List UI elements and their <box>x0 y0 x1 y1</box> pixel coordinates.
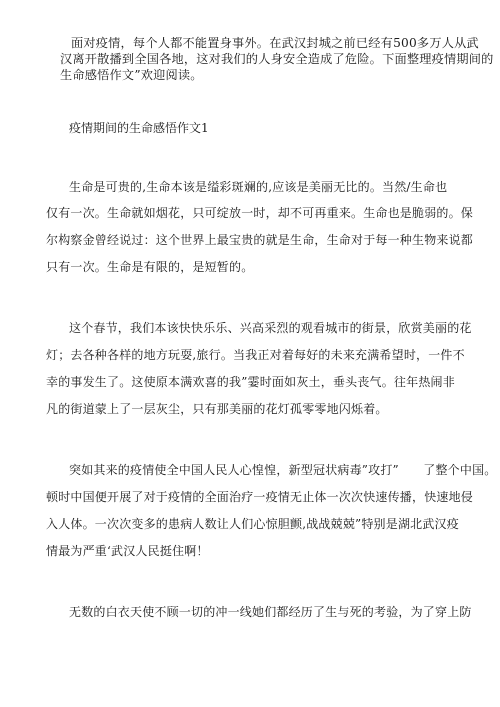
paragraph-line: 尔构察金曾经说过：这个世界上最宝贵的就是生命，生命对于每一种生物来说都 <box>46 233 474 247</box>
paragraph-line: 凡的街道蒙上了一层灰尘，只有那美丽的花灯孤零零地闪烁着。 <box>46 402 388 416</box>
paragraph-line: 入人体。一次次变多的患病人数让人们心惊胆颤,战战兢兢”特别是湖北武汉疫 <box>46 517 459 531</box>
paragraph-line: 突如其来的疫情使全中国人民人心惶惶，新型冠状病毒”攻打” 了整个中国。 <box>69 463 497 477</box>
paragraph-line: 情最为严重‘武汉人民挺住啊！ <box>46 544 209 558</box>
intro-line: 面对疫情，每个人都不能置身事外。在武汉封城之前已经有500多万人从武 <box>71 36 479 50</box>
paragraph-line: 幸的事发生了。这使原本满欢喜的我”霎时面如灰土，垂头丧气。往年热闹非 <box>46 375 455 389</box>
intro-line: 汉离开散播到全国各地，这对我们的人身安全造成了危险。下面整理疫情期间的 <box>60 52 494 66</box>
article-heading: 疫情期间的生命感悟作文1 <box>69 121 209 135</box>
intro-line: 生命感悟作文”欢迎阅读。 <box>60 68 203 82</box>
paragraph-line: 生命是可贵的,生命本该是缢彩斑斓的,应该是美丽无比的。当然/生命也 <box>69 180 448 194</box>
paragraph-line: 灯；去各种各样的地方玩耍,旅行。当我正对着每好的未来充满希望时，一件不 <box>46 348 465 362</box>
paragraph-line: 仅有一次。生命就如烟花，只可绽放一时，却不可再重来。生命也是脆弱的。保 <box>46 206 474 220</box>
paragraph-line: 无数的白衣天使不顾一切的冲一线她们都经历了生与死的考验，为了穿上防 <box>69 605 472 619</box>
paragraph-line: 顿时中国便开展了对于疫情的全面治疗一疫情无止体一次次快速传播，快速地侵 <box>46 490 474 504</box>
paragraph-line: 这个春节，我们本该快快乐乐、兴高采烈的观看城市的街景，欣赏美丽的花 <box>69 321 472 335</box>
paragraph-line: 只有一次。生命是有限的，是短暂的。 <box>46 260 254 274</box>
